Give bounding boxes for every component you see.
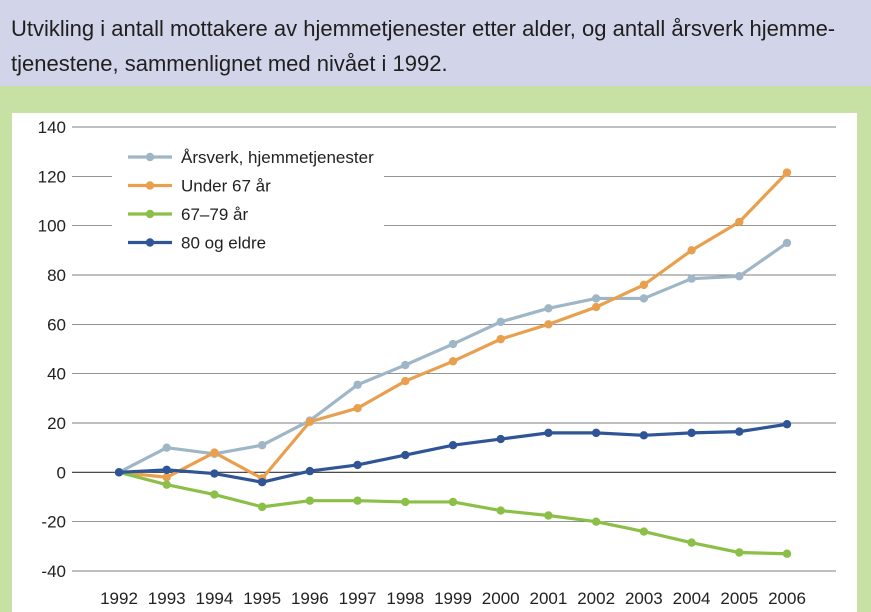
data-point xyxy=(735,548,743,556)
data-point xyxy=(735,272,743,280)
data-point xyxy=(258,441,266,449)
x-tick-label: 2005 xyxy=(720,589,759,608)
y-tick-label: 0 xyxy=(56,463,66,483)
data-point xyxy=(163,443,171,451)
data-point xyxy=(592,294,600,302)
x-tick-label: 1993 xyxy=(147,589,186,608)
y-tick-label: 120 xyxy=(37,167,66,187)
data-point xyxy=(163,480,171,488)
data-point xyxy=(687,246,695,254)
data-point xyxy=(735,427,743,435)
data-point xyxy=(210,490,218,498)
data-point xyxy=(449,340,457,348)
data-point xyxy=(544,320,552,328)
data-point xyxy=(401,451,409,459)
data-point xyxy=(592,517,600,525)
legend-label: 67–79 år xyxy=(181,205,249,224)
data-point xyxy=(163,466,171,474)
legend xyxy=(112,137,384,264)
x-tick-label: 2006 xyxy=(768,589,806,608)
data-point xyxy=(353,461,361,469)
legend-swatch-marker xyxy=(146,181,154,189)
legend-label: 80 og eldre xyxy=(181,233,267,253)
data-point xyxy=(258,503,266,511)
x-tick-label: 2002 xyxy=(577,589,616,608)
data-point xyxy=(449,498,457,506)
data-point xyxy=(210,448,218,456)
data-point xyxy=(783,239,791,247)
data-point xyxy=(544,511,552,519)
x-tick-label: 1999 xyxy=(434,589,472,608)
data-point xyxy=(544,304,552,312)
data-point xyxy=(258,478,266,486)
data-point xyxy=(353,404,361,412)
x-tick-label: 2001 xyxy=(529,589,568,608)
data-point xyxy=(401,377,409,385)
data-point xyxy=(497,435,505,443)
data-point xyxy=(687,538,695,546)
data-point xyxy=(497,318,505,326)
y-tick-label: 100 xyxy=(37,216,66,236)
data-point xyxy=(640,281,648,289)
data-point xyxy=(783,420,791,428)
x-tick-label: 2003 xyxy=(624,589,663,608)
data-point xyxy=(353,497,361,505)
data-point xyxy=(783,168,791,176)
data-point xyxy=(306,497,314,505)
legend-swatch-marker xyxy=(146,153,154,161)
x-tick-label: 2000 xyxy=(481,589,520,608)
x-tick-label: 1994 xyxy=(195,589,234,608)
data-point xyxy=(640,294,648,302)
x-tick-label: 1998 xyxy=(386,589,425,608)
data-point xyxy=(449,441,457,449)
data-point xyxy=(735,218,743,226)
data-point xyxy=(401,361,409,369)
x-tick-label: 2004 xyxy=(672,589,711,608)
data-point xyxy=(783,550,791,558)
data-point xyxy=(163,473,171,481)
x-tick-label: 1995 xyxy=(243,589,282,608)
data-point xyxy=(544,429,552,437)
legend-swatch-marker xyxy=(146,238,154,246)
y-tick-label: 140 xyxy=(37,118,66,137)
data-point xyxy=(592,303,600,311)
data-point xyxy=(401,498,409,506)
data-point xyxy=(353,381,361,389)
y-axis-ticks xyxy=(38,118,66,581)
series-line xyxy=(119,472,787,553)
data-point xyxy=(497,506,505,514)
y-tick-label: 40 xyxy=(47,364,66,384)
data-point xyxy=(640,527,648,535)
chart-title: Utvikling i antall mottakere av hjemmetjenester etter alder, og antall årsverk hjemme-tjenestene, sammenlignet med nivået i 1992. xyxy=(11,16,836,76)
data-point xyxy=(497,335,505,343)
x-axis-ticks xyxy=(100,589,806,608)
data-point xyxy=(306,418,314,426)
x-tick-label: 1997 xyxy=(338,589,377,608)
x-tick-label: 1992 xyxy=(100,589,138,608)
legend-swatch-marker xyxy=(146,210,154,218)
data-point xyxy=(449,357,457,365)
y-tick-label: 20 xyxy=(47,414,66,433)
data-point xyxy=(687,275,695,283)
x-tick-label: 1996 xyxy=(290,589,329,608)
legend-label: Under 67 år xyxy=(181,176,271,196)
legend-label: Årsverk, hjemmetjenester xyxy=(181,148,374,167)
data-point xyxy=(210,469,218,477)
data-point xyxy=(687,429,695,437)
data-point xyxy=(640,431,648,439)
data-point xyxy=(306,467,314,475)
data-point xyxy=(592,429,600,437)
data-point xyxy=(115,468,123,476)
y-tick-label: 60 xyxy=(47,315,66,335)
y-tick-label: 80 xyxy=(47,266,66,285)
y-tick-label: -20 xyxy=(41,512,66,532)
y-tick-label: -40 xyxy=(41,562,66,581)
